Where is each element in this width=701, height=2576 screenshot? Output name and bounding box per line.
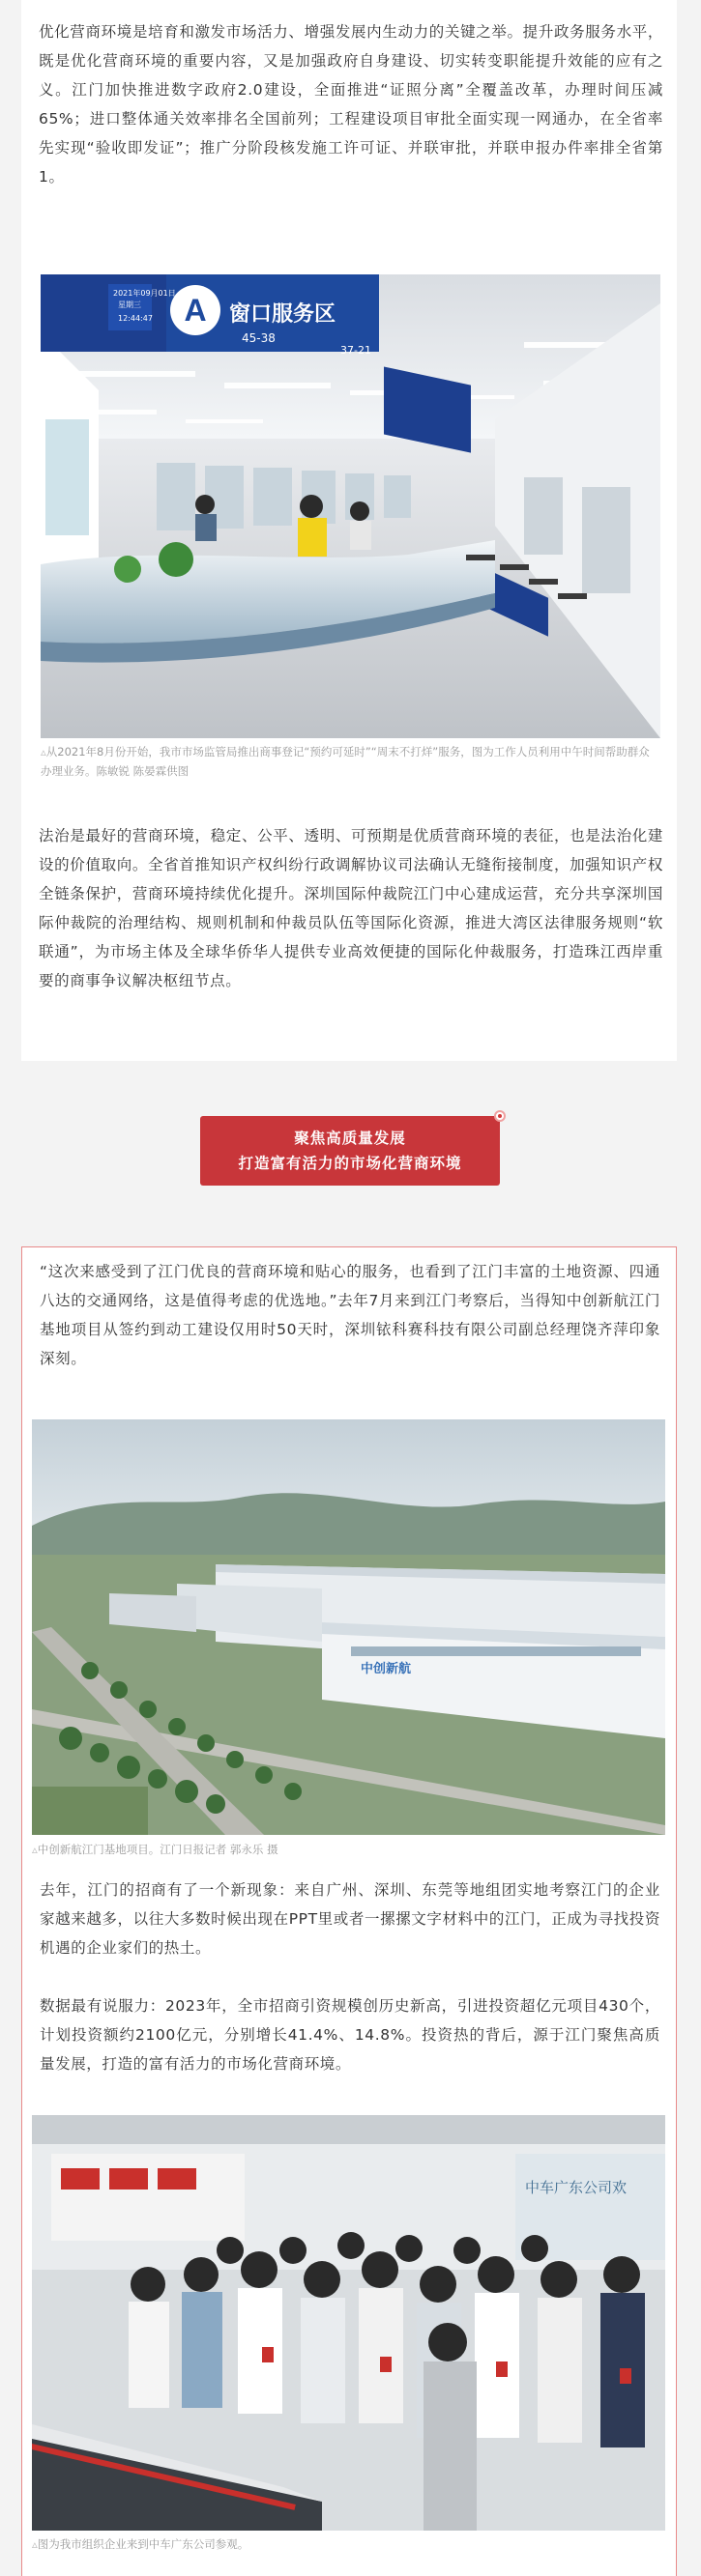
caption-marker-icon: ▵ [41, 745, 46, 758]
photo-service-hall [41, 274, 660, 738]
banner-line-2: 打造富有活力的市场化营商环境 [238, 1155, 462, 1172]
sign-weekday: 星期三 [118, 301, 141, 309]
sign-time: 12:44:47 [118, 314, 153, 323]
sign-letter: A [184, 293, 207, 328]
photo-industrial-base [32, 1419, 665, 1835]
photo-company-visit [32, 2115, 665, 2531]
caption-industrial-base: ▵中创新航江门基地项目。江门日报记者 郭永乐 摄 [32, 1843, 278, 1856]
company-visit-illustration [32, 2115, 665, 2531]
article-section-2 [21, 1246, 677, 2576]
sign-range-right: 37-21 [340, 344, 371, 357]
paragraph-investor-quote: “这次来感受到了江门优良的营商环境和贴心的服务，也看到了江门丰富的土地资源、四通八达的交通网络，这是值得考虑的优选地。”去年7月来到江门考察后，当得知中创新航江门基地项目从签约到动工建设仅用时50天时，深圳铱科赛科技有限公司副总经理饶齐萍印象深刻。 [40, 1263, 660, 1367]
paragraph-rule-of-law: 法治是最好的营商环境，稳定、公平、透明、可预期是优质营商环境的表征，也是法治化建设的价值取向。全省首推知识产权纠纷行政调解协议司法确认无缝衔接制度，加强知识产权全链条保护，营商环境持续优化提升。深圳国际仲裁院江门中心建成运营，充分共享深圳国际仲裁院的治理结构、规则机制和仲裁员队伍等国际化资源，推进大湾区法律服务规则“软联通”，为市场主体及全球华侨华人提供专业高效便捷的国际化仲裁服务，打造珠江西岸重要的商事争议解决枢纽节点。 [39, 827, 663, 989]
section-heading-banner [200, 1116, 500, 1186]
article-section-1 [21, 0, 677, 1061]
service-hall-illustration [41, 274, 660, 738]
caption-marker-icon: ▵ [32, 2537, 38, 2551]
paragraph-investment-data: 数据最有说服力：2023年，全市招商引资规模创历史新高，引进投资超亿元项目430个，计划投资额约2100亿元，分别增长41.4%、14.8%。投资热的背后，源于江门聚焦高质量发展，打造的富有活力的市场化营商环境。 [40, 1997, 660, 2073]
display-board-sign: 中车广东公司欢 [525, 2179, 628, 2196]
caption-service-hall: ▵从2021年8月份开始，我市市场监管局推出商事登记“预约可延时”“周末不打烊”服务，图为工作人员利用中午时间帮助群众办理业务。陈敏锐 陈晏霖供图 [41, 745, 650, 778]
sign-title: 窗口服务区 [229, 302, 336, 327]
sign-date: 2021年09月01日 [113, 289, 176, 298]
caption-company-visit: ▵图为我市组织企业来到中车广东公司参观。 [32, 2537, 249, 2551]
paragraph-investment-trend: 去年，江门的招商有了一个新现象：来自广州、深圳、东莞等地组团实地考察江门的企业家越来越多，以往大多数时候出现在PPT里或者一摞摞文字材料中的江门，正成为寻找投资机遇的企业家们的热土。 [40, 1881, 660, 1957]
banner-dot-icon [494, 1110, 506, 1122]
sign-range-left: 45-38 [242, 331, 276, 345]
caption-marker-icon: ▵ [32, 1843, 38, 1856]
paragraph-government-services: 优化营商环境是培育和激发市场活力、增强发展内生动力的关键之举。提升政务服务水平，既是优化营商环境的重要内容，又是加强政府自身建设、切实转变职能提升效能的应有之义。江门加快推进数字政府2.0建设，全面推进“证照分离”全覆盖改革，办理时间压减65%；进口整体通关效率排名全国前列；工程建设项目审批全面实现一网通办，在全省率先实现“验收即发证”；推广分阶段核发施工许可证、并联审批，并联申报办件率排全省第1。 [39, 23, 663, 186]
banner-line-1: 聚焦高质量发展 [294, 1130, 406, 1147]
building-sign: 中创新航 [361, 1662, 412, 1676]
industrial-base-illustration [32, 1419, 665, 1835]
